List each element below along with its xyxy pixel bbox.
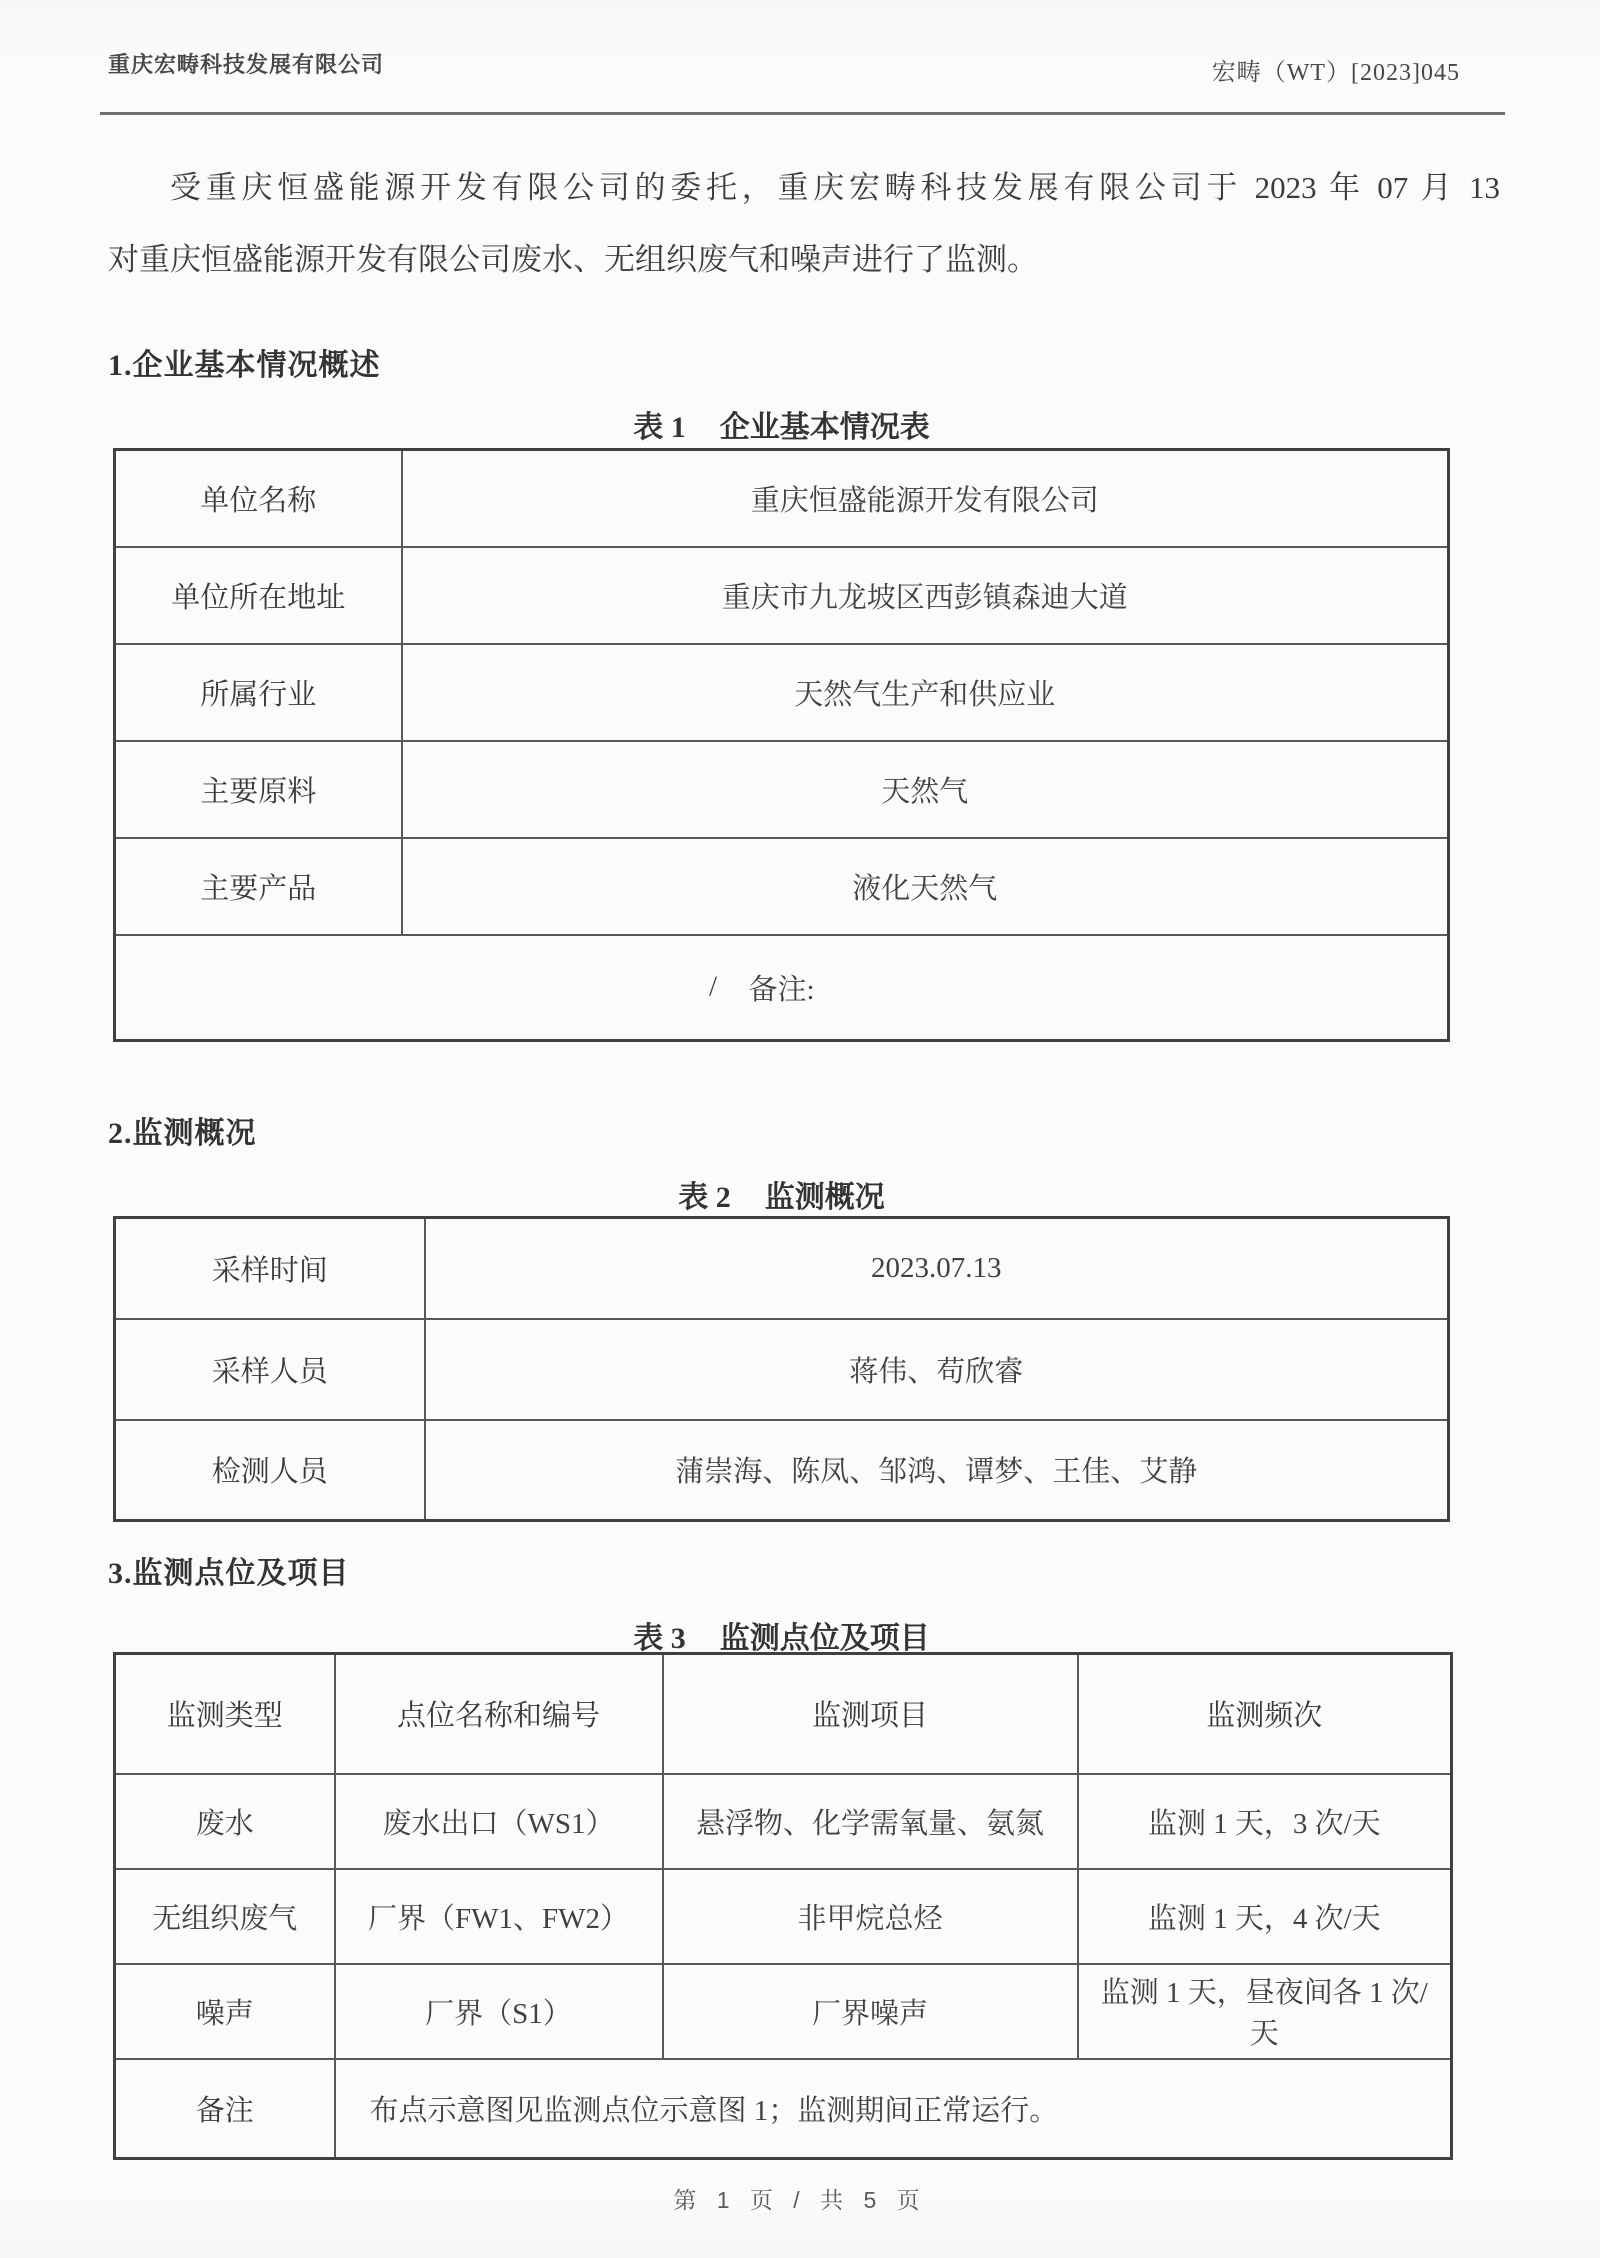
row-label-cell: 单位名称: [115, 450, 402, 547]
monitor-type-cell: 噪声: [115, 1964, 335, 2059]
table-3-caption: [113, 1613, 1450, 1657]
table-remark-row: [115, 935, 1449, 1041]
remark-label: 备注:: [748, 973, 815, 1006]
row-value-cell: 天然气: [402, 741, 1449, 838]
frequency-cell: 监测 1 天，昼夜间各 1 次/天: [1078, 1964, 1452, 2059]
table-row: [115, 1964, 1452, 2059]
table-1-caption-number: 表 1: [633, 411, 686, 444]
column-header: 监测项目: [663, 1654, 1078, 1774]
table-row: [115, 1420, 1449, 1521]
row-value-cell: 蒋伟、苟欣睿: [425, 1319, 1449, 1420]
intro-line-2: 对重庆恒盛能源开发有限公司废水、无组织废气和噪声进行了监测。: [108, 242, 1038, 277]
table-1-caption: [113, 402, 1450, 446]
table-row: [115, 838, 1449, 935]
row-label-cell: 主要原料: [115, 741, 402, 838]
row-value-cell: 天然气生产和供应业: [402, 644, 1449, 741]
table-2-caption: [113, 1172, 1450, 1216]
intro-paragraph: [108, 152, 1500, 296]
table-remark-row: [115, 2059, 1452, 2159]
table-row: [115, 644, 1449, 741]
table-2-monitoring-overview: [113, 1216, 1450, 1522]
column-header: 监测类型: [115, 1654, 335, 1774]
monitor-type-cell: 废水: [115, 1774, 335, 1869]
table-2-caption-number: 表 2: [678, 1181, 731, 1214]
frequency-cell: 监测 1 天，3 次/天: [1078, 1774, 1452, 1869]
section-2-heading: 2.监测概况: [108, 1117, 257, 1150]
monitor-item-cell: 非甲烷总烃: [663, 1869, 1078, 1964]
remark-cell: [115, 935, 1449, 1041]
section-3-heading: 3.监测点位及项目: [108, 1557, 350, 1590]
table-3-caption-title: 监测点位及项目: [719, 1622, 930, 1655]
row-label-cell: 采样人员: [115, 1319, 425, 1420]
row-value-cell: 蒲崇海、陈凤、邹鸿、谭梦、王佳、艾静: [425, 1420, 1449, 1521]
table-row: [115, 1218, 1449, 1319]
row-value-cell: 重庆恒盛能源开发有限公司: [402, 450, 1449, 547]
row-label-cell: 采样时间: [115, 1218, 425, 1319]
table-1-company-info: [113, 448, 1450, 1042]
table-2-caption-title: 监测概况: [764, 1181, 885, 1214]
row-label-cell: 检测人员: [115, 1420, 425, 1521]
table-3-monitoring-points: [113, 1652, 1453, 2160]
header-document-number: 宏畴（WT）[2023]045: [1211, 60, 1460, 86]
table-row: [115, 1319, 1449, 1420]
table-row: [115, 547, 1449, 644]
row-label-cell: 所属行业: [115, 644, 402, 741]
point-name-cell: 废水出口（WS1）: [335, 1774, 663, 1869]
monitor-type-cell: 无组织废气: [115, 1869, 335, 1964]
row-label-cell: 单位所在地址: [115, 547, 402, 644]
intro-line-1: 受重庆恒盛能源开发有限公司的委托，重庆宏畴科技发展有限公司于 2023 年 07 月 13: [170, 170, 1500, 205]
table-row: [115, 450, 1449, 547]
monitor-item-cell: 悬浮物、化学需氧量、氨氮: [663, 1774, 1078, 1869]
frequency-cell: 监测 1 天，4 次/天: [1078, 1869, 1452, 1964]
row-label-cell: 主要产品: [115, 838, 402, 935]
monitor-item-cell: 厂界噪声: [663, 1964, 1078, 2059]
remark-label-cell: 备注: [115, 2059, 335, 2159]
header-company-name: 重庆宏畴科技发展有限公司: [108, 52, 385, 77]
table-row: [115, 741, 1449, 838]
point-name-cell: 厂界（S1）: [335, 1964, 663, 2059]
column-header: 监测频次: [1078, 1654, 1452, 1774]
header-divider: [100, 112, 1505, 115]
page-footer: 第 1 页 / 共 5 页: [673, 2187, 927, 2213]
table-header-row: [115, 1654, 1452, 1774]
point-name-cell: 厂界（FW1、FW2）: [335, 1869, 663, 1964]
remark-value-cell: 布点示意图见监测点位示意图 1；监测期间正常运行。: [335, 2059, 1452, 2159]
table-row: [115, 1869, 1452, 1964]
table-row: [115, 1774, 1452, 1869]
row-value-cell: 2023.07.13: [425, 1218, 1449, 1319]
remark-value: /: [709, 970, 718, 1003]
section-1-heading: 1.企业基本情况概述: [108, 349, 381, 382]
table-3-caption-number: 表 3: [633, 1622, 686, 1655]
row-value-cell: 液化天然气: [402, 838, 1449, 935]
column-header: 点位名称和编号: [335, 1654, 663, 1774]
table-1-caption-title: 企业基本情况表: [719, 411, 930, 444]
row-value-cell: 重庆市九龙坡区西彭镇森迪大道: [402, 547, 1449, 644]
